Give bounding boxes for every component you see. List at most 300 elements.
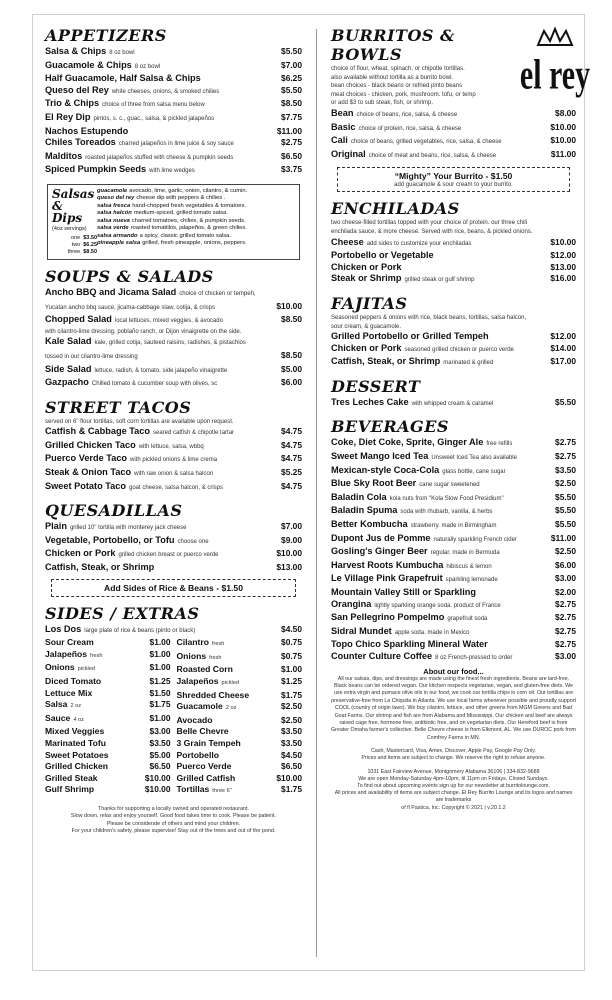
menu-item [177,664,303,676]
item-name: Mixed Veggies [45,726,105,737]
menu-item [45,314,302,328]
item-price: $5.50 [281,46,302,56]
item-price: $10.00 [144,784,171,795]
menu-item [177,784,303,798]
menu-item [331,492,576,506]
item-desc: Unsweet Iced Tea also available [431,455,517,462]
item-price: $5.50 [555,491,576,502]
item-price: $0.75 [281,637,302,648]
menu-item [45,301,302,315]
salsa-desc: a spicy, classic grilled tomato salsa. [139,232,231,239]
item-price: $2.75 [555,598,576,609]
menu-item [45,350,302,364]
text-line: For your children's safety, please supervise! Stay out of the trees and out of the pond. [71,828,276,835]
item-desc: choice of beans, rice, salsa, & cheese [356,111,458,118]
item-desc: 8 oz bowl [134,63,161,70]
item-desc: with raw onion & salsa halcon [134,471,214,478]
enchiladas-intro [331,219,576,236]
text-line: Slow down, relax and enjoy yourself. Good food takes time to cook. Please be patient. [70,813,277,820]
item-price: $5.50 [555,505,576,516]
menu-item [331,505,576,519]
item-name: Trio & Chips [45,98,100,109]
text-line: Seasoned peppers & onions with rice, black beans, tortillas, salsa halcon, [331,314,527,321]
menu-item [331,149,576,163]
item-name: Grilled Steak [45,772,98,783]
item-name: Baladin Cola [331,491,387,502]
text-line: Prices and items are subject to change. We reserve the right to refuse anyone. [361,755,546,762]
menu-page [32,14,591,971]
burritos-title-1: BURRITOS & [331,26,455,45]
salsa-name: pineapple salsa [97,240,141,247]
item-price: $6.00 [555,559,576,570]
item-desc: three 6" [212,788,232,795]
item-price: $11.00 [550,148,576,159]
item-desc: 4 oz [73,716,84,723]
menu-item [331,356,576,370]
menu-item [45,562,302,574]
mighty-box [337,167,570,192]
item-price: $2.00 [555,587,576,597]
item-price: $11.00 [276,125,302,136]
menu-item [45,699,171,713]
item-desc: with whipped cream & caramel [411,400,494,407]
item-price: $8.50 [281,349,302,360]
sides-grid [45,637,302,798]
menu-item [45,535,302,549]
menu-item [177,676,303,690]
item-name: Belle Chevre [176,726,229,737]
item-name: Grilled Portobello or Grilled Tempeh [331,331,489,342]
item-price: $14.00 [550,342,576,353]
item-desc: pintos, s. c., guac., salsa, & pickled jalapeños [93,115,215,122]
menu-item [45,164,302,178]
item-name: Coke, Diet Coke, Sprite, Ginger Ale [331,437,484,448]
menu-item [45,151,302,165]
menu-item [331,437,576,451]
item-desc: lightly sparkling orange soda. product of France [374,602,501,609]
item-price: $8.50 [281,314,302,325]
burritos-intro [331,65,530,108]
salsa-name: queso del rey [97,195,135,202]
menu-item [45,287,302,301]
item-name: Salsa [45,699,68,710]
item-name: Kale Salad [45,336,92,347]
beverages-list [331,437,576,664]
fajitas-title: FAJITAS [331,293,408,313]
enchiladas-list [331,237,576,287]
item-desc: fresh [209,654,222,661]
menu-item [45,60,302,74]
mighty-sub: add guacamole & sour cream to your burrito. [394,182,513,189]
item-desc: pickled [77,666,96,673]
size-price: $3.50 [83,234,97,241]
menu-item [45,713,171,727]
item-name: Bean [331,107,354,118]
item-name: Marinated Tofu [45,737,106,748]
item-desc: fresh [211,641,225,648]
item-name: Onions [176,650,207,661]
menu-item [331,250,576,262]
menu-item [45,46,302,60]
item-name: Gosling's Ginger Beer [331,546,428,557]
item-desc: soda with rhubarb, vanilla, & herbs [400,509,493,516]
item-price: $2.50 [555,478,576,489]
sides-left [45,637,171,798]
contact-info [331,769,576,812]
item-desc: free refills [486,441,513,448]
item-name: Salsa & Chips [45,46,107,56]
text-line: Please be considerate of others and mind your children. [106,820,241,827]
item-desc: grilled steak or gulf shrimp [404,277,475,284]
item-name: Catfish, Steak, or Shrimp [45,562,155,573]
menu-item [331,612,576,626]
item-name: Sauce [45,712,71,723]
item-price: $8.00 [555,107,576,118]
menu-item [177,726,303,738]
sides-right [177,637,303,798]
item-name: 3 Grain Tempeh [176,737,241,748]
item-name: Steak & Onion Taco [45,467,132,478]
item-desc: 8 oz bowl [109,50,135,56]
item-name: Baladin Spuma [331,505,398,516]
item-name: Gazpacho [45,377,89,388]
menu-item [45,336,302,350]
menu-item [45,761,171,773]
item-desc: choice of meat and beans, rice, salsa, & cheese [368,152,497,159]
menu-item [331,560,576,574]
item-desc: goat cheese, salsa halcon, & crisps [129,484,224,491]
text-line: We are open Monday-Saturday 4pm-10pm, til 11pm on Fridays. Closed Sundays. [358,775,549,782]
text-line: To find out about upcoming events sign up for our newsletter at burritolounge.com. [357,783,550,790]
menu-item [45,649,171,663]
item-desc: cane sugar sweetened [419,482,480,489]
menu-item [45,637,171,649]
item-name: San Pellegrino Pompelmo [331,612,445,623]
item-price: $4.75 [281,480,302,491]
item-desc: choice of three from salsa menu below [102,102,205,109]
text-line: Cash, Mastercard, Visa, Amex, Discover, Apple Pay, Google Pay Only. [371,748,536,755]
menu-item [45,364,302,378]
item-price: $6.50 [281,150,302,161]
burritos-list [331,108,576,162]
text-line: of fl Pastica, Inc. Copyright © 2021 | v.20.1.2 [401,804,506,811]
payment-info [331,748,576,762]
item-name: Chicken or Pork [45,548,116,559]
item-price: $8.50 [281,98,302,109]
menu-item [177,773,303,785]
item-name: Plain [45,521,67,532]
item-desc: seasoned grilled chicken or puerco verde [404,346,514,353]
item-price: $1.25 [281,676,302,686]
item-desc: fresh [90,652,103,659]
menu-item [177,690,303,702]
menu-item [331,397,576,411]
item-price: $4.75 [281,439,302,450]
item-name: Gulf Shrimp [45,784,95,795]
item-price: $4.50 [281,749,302,760]
menu-item [177,738,303,750]
salsa-name: guacamole [97,187,128,194]
menu-item [177,761,303,773]
size-label: one [71,234,81,241]
size-price: $8.50 [83,248,97,255]
item-name: Counter Culture Coffee [331,650,433,661]
item-desc: 8 oz French-pressed to order [435,654,513,661]
item-price: $5.00 [281,363,302,374]
menu-item [331,599,576,613]
el-rey-logo [519,27,591,101]
item-name: Ancho BBQ and Jicama Salad [45,286,177,297]
item-desc: glass bottle, cane sugar [442,468,506,475]
item-desc: seared catfish & chipotle tartar [153,430,235,437]
menu-item [331,626,576,640]
salsa-name: salsa nueva [97,217,130,224]
dessert-list [331,397,576,411]
salsa-desc: grilled, fresh pineapple, onions, peppers. [142,240,247,247]
salsa-size-row [52,235,97,242]
text-line: 1031 East Fairview Avenue, Montgomery Alabama 36106 | 334-832-9688 [367,768,540,775]
menu-item [45,126,302,138]
size-price: $6.25 [83,241,97,248]
item-desc: with lime wedges [149,168,195,175]
tacos-list [45,426,302,494]
item-desc: Yucatan ancho bbq sauce, jicama-cabbage slaw, cotija, & crisps [45,304,216,311]
salsas-title-2: & Dips [52,198,83,225]
appetizers-list [45,46,302,178]
item-name: Shredded Cheese [176,689,250,700]
salsa-desc: roasted tomatillos, jalapeños, & green chilies. [130,225,247,232]
item-name: Guacamole & Chips [45,59,132,70]
text-line: or add $3 to sub steak, fish, or shrimp. [331,100,434,107]
salsa-name: salsa armando [97,232,138,239]
menu-item [45,738,171,750]
dessert-title: DESSERT [331,376,421,396]
menu-item [331,573,576,587]
menu-item [331,465,576,479]
menu-item [45,453,302,467]
item-price: $6.50 [281,761,302,772]
item-name: Vegetable, Portobello, or Tofu [45,534,175,545]
menu-item [45,98,302,112]
sides-title: SIDES / EXTRAS [45,603,200,623]
text-line: bean choices - black beans or refried pinto beans [331,83,463,90]
item-price: $2.75 [555,612,576,623]
item-name: Portobello [176,749,219,760]
item-name: Chicken or Pork [331,261,402,272]
item-desc: Chilled tomato & cucumber soup with olives, sc [91,381,218,388]
menu-item [45,112,302,126]
text-line: sour cream, & guacamole. [331,323,402,330]
salsa-item [97,203,295,211]
item-price: $2.75 [555,625,576,636]
salsa-item [97,240,295,248]
salsas-header [52,188,97,256]
item-desc: lettuce, radish, & tomato. side jalapeño vinaigrette [94,367,228,374]
right-column [331,26,591,812]
menu-item [45,676,171,688]
menu-item [45,137,302,151]
salsa-name: salsa verde [97,225,129,232]
menu-item [45,784,171,796]
item-desc: naturally sparkling French cider [433,536,517,543]
salsa-list [97,188,295,256]
salsa-name: salsa fresca [97,202,131,209]
salsas-note: (4oz servings) [52,225,87,232]
menu-item [331,273,576,287]
menu-item [45,426,302,440]
item-name: Catfish & Cabbage Taco [45,426,150,437]
salsa-desc: cheese dip with peppers & chilies . [136,195,226,202]
item-price: $3.75 [281,164,302,175]
mighty-title: “Mighty” Your Burrito - $1.50 [394,171,513,182]
salsa-desc: medium-spiced, grilled tomato salsa. [133,210,228,217]
item-name: Jalapeños [45,648,88,659]
item-name: Cali [331,135,348,146]
item-price: $9.00 [281,534,302,545]
rice-beans-text: Add Sides of Rice & Beans - $1.50 [104,582,243,593]
item-name: Mountain Valley Still or Sparkling [331,587,476,597]
item-price: $6.50 [149,761,171,772]
menu-item [45,662,171,676]
item-price: $6.00 [281,377,302,388]
item-name: Grilled Catfish [176,772,236,783]
crown-icon [538,29,572,45]
size-label: two [71,241,81,248]
item-price: $1.00 [281,664,302,675]
menu-item [331,237,576,251]
item-name: Mexican-style Coca-Cola [331,464,440,475]
menu-item [331,519,576,533]
enchiladas-title: ENCHILADAS [331,199,460,219]
left-footer [45,806,302,836]
item-price: $3.00 [149,726,171,737]
item-desc: grilled chicken breast or puerco verde [118,552,219,559]
item-price: $2.50 [281,714,302,725]
about-text: All our salsas, dips, and dressings are made using the finest fresh ingredients. Beans are lard-free. Black beans can be ordered vegan. Our kitchen respects vegetarian, vegan, and gluten-free diets. We use extra virgin and pumace olive oils in our food; we cook our tortilla chips in corn oil. Our tortillas are preservative-free from La Chiquita in Atlanta. We use local farms whenever possible and proudly support COOL (country of origin laws). We buy cilantro, lettuce, and other greens from MGM Greens and Bad Goat Farms. Our shrimp and fish are from Alabama and Mississippi. Our chicken and beef are always raised cage free, hormone free, antibiotic free, and on vegetarian diets. Our Hereford beef is from Greater Omaha farmer's collective. Belle Chevre cheese is from Elkmont, AL. We use DUROC pork from Comfrey Farms in MN. [331,675,576,741]
item-price: $10.00 [276,300,302,311]
item-price: $10.00 [550,135,576,146]
item-price: $7.00 [281,521,302,532]
item-desc: marinated & grilled [443,360,494,367]
quesadillas-list [45,521,302,573]
item-name: Grilled Chicken [45,761,109,772]
item-price: $5.25 [281,467,302,478]
text-line: enchilada sauce, & more cheese. Served with rice, beans, & pickled onions. [331,228,533,235]
menu-item [331,478,576,492]
item-desc: 2 oz [70,703,82,710]
salsa-item [97,195,295,203]
item-price: $3.00 [555,573,576,584]
item-name: Harvest Roots Kumbucha [331,559,444,570]
menu-item [331,122,576,136]
item-name: Side Salad [45,363,92,374]
item-desc: with pickled onions & lime crema [130,457,218,464]
menu-item [45,773,171,785]
menu-item [45,440,302,454]
item-price: $3.50 [555,464,576,475]
item-name: Half Guacamole, Half Salsa & Chips [45,73,201,84]
item-price: $4.75 [281,426,302,437]
item-name: Sweet Mango Iced Tea [331,451,429,462]
item-price: $1.25 [149,676,171,686]
item-price: $1.75 [281,689,302,700]
item-price: $1.00 [149,648,171,659]
item-price: $5.00 [149,749,171,760]
item-desc: choice of beans, grilled vegetables, rice, salsa, & cheese [350,139,502,146]
item-name: Puerco Verde [176,761,232,772]
menu-item [45,688,171,700]
menu-item [331,533,576,547]
menu-item [331,331,576,343]
item-price: $5.50 [555,396,576,407]
item-price: $1.50 [149,687,171,698]
text-line: Thanks for supporting a locally owned and operated restaurant. [97,805,250,812]
item-name: Cheese [331,236,364,247]
item-name: Spiced Pumpkin Seeds [45,164,147,175]
fajitas-list [331,331,576,370]
rice-beans-box [51,579,296,597]
item-price: $4.75 [281,453,302,464]
item-name: Better Kombucha [331,519,408,530]
salsa-desc: hand-chopped fresh vegetables & tomatoes. [132,202,246,209]
item-name: Original [331,148,366,159]
item-desc: choose one [177,538,209,545]
menu-item [331,651,576,665]
item-price: $7.00 [281,59,302,70]
item-desc: with lettuce, salsa, wbbq [138,443,204,450]
item-desc: hibiscus & lemon [446,563,492,570]
item-name: Cilantro [176,637,209,648]
menu-item [45,73,302,85]
item-price: $3.50 [281,737,302,748]
menu-item [331,262,576,274]
item-name: Lettuce Mix [45,687,93,698]
item-price: $5.50 [555,519,576,530]
menu-item [45,377,302,391]
item-price: $2.50 [555,546,576,557]
text-line: choice of flour, wheat, spinach, or chipotle tortillas. [331,66,465,72]
salsas-title-1: Salsas [52,186,95,201]
item-price: $3.50 [281,726,302,737]
salsa-desc: charred tomatoes, chilies, & pumpkin seeds. [131,217,246,224]
item-price: $13.00 [550,261,576,272]
item-name: Topo Chico Sparkling Mineral Water [331,639,488,650]
item-name: Nachos Estupendo [45,125,129,136]
item-price: $1.00 [149,712,171,723]
quesadillas-title: QUESADILLAS [45,501,183,521]
menu-item [45,467,302,481]
item-price: $4.50 [281,623,302,634]
appetizers-title: APPETIZERS [45,26,167,45]
item-price: $2.50 [281,701,302,712]
menu-item [331,451,576,465]
menu-item [331,546,576,560]
salsa-item [97,210,295,218]
item-name: Chopped Salad [45,314,112,325]
menu-item [177,651,303,665]
item-name: Guacamole [176,701,223,712]
item-price: $1.75 [281,784,302,795]
salsa-size-row [52,249,97,256]
item-desc: grapefruit soda [447,616,488,623]
item-name: Chicken or Pork [331,342,402,353]
menu-item [331,135,576,149]
tacos-intro: served on 6" flour tortillas, soft corn tortillas are available upon request. [45,418,234,425]
item-name: Tortillas [176,784,210,795]
fajitas-intro [331,314,576,331]
item-name: Basic [331,121,356,132]
item-price: $10.00 [276,548,302,559]
